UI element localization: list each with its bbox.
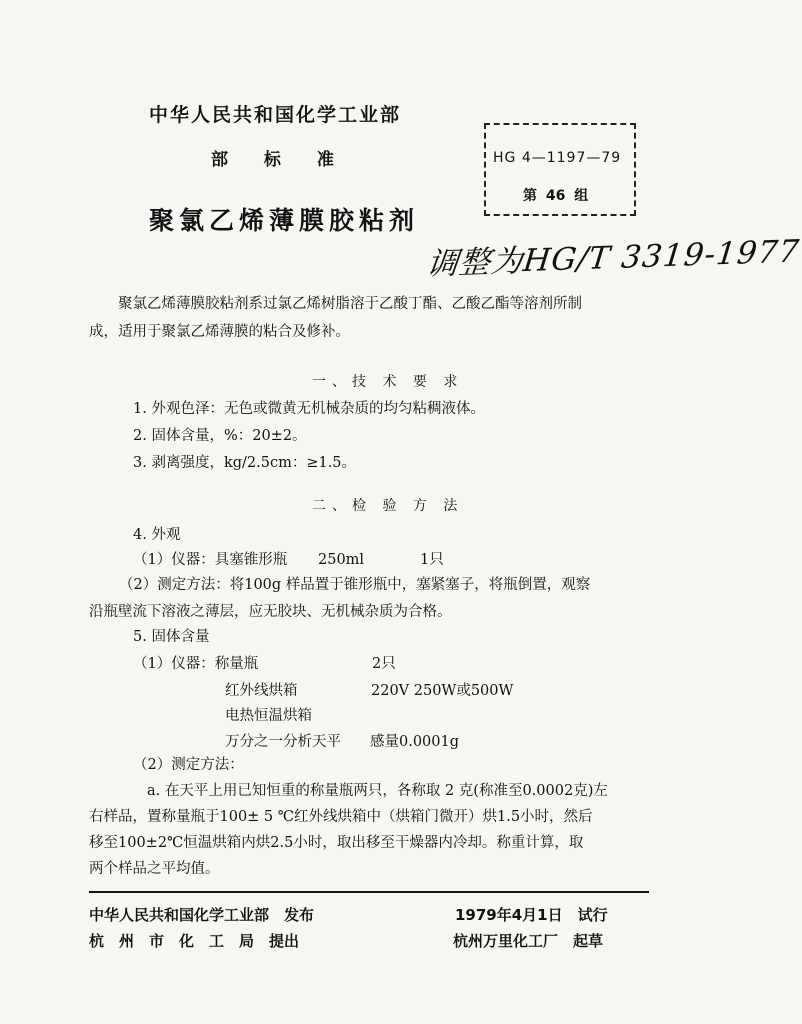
- item-5-method-heading: （2）测定方法：: [133, 757, 244, 773]
- item-5-heading: 5. 固体含量: [133, 629, 210, 645]
- instrument-spec: 220V 250W或500W: [371, 683, 514, 699]
- document-title: 聚氯乙烯薄膜胶粘剂: [149, 206, 420, 235]
- intro-line-2: 成，适用于聚氯乙烯薄膜的粘合及修补。: [89, 324, 350, 340]
- footer-drafter: 杭州万里化工厂 起草: [453, 932, 604, 950]
- handwritten-annotation: 调整为HG/T 3319-1977: [424, 233, 802, 283]
- intro-line-1: 聚氯乙烯薄膜胶粘剂系过氯乙烯树脂溶于乙酸丁酯、乙酸乙酯等溶剂所制: [118, 296, 582, 312]
- item-4-instrument-spec: 250ml: [318, 552, 365, 568]
- item-5-instrument-qty: 2只: [372, 656, 396, 672]
- instrument-name: 万分之一分析天平: [225, 734, 341, 750]
- footer-trial-date: 1979年4月1日 试行: [455, 906, 608, 924]
- section-1-heading: 一、技 术 要 求: [312, 374, 464, 390]
- requirement-item: 2. 固体含量，%：20±2。: [133, 428, 307, 444]
- item-4-instrument: （1）仪器：具塞锥形瓶: [133, 552, 288, 568]
- section-2-heading: 二、检 验 方 法: [312, 498, 464, 514]
- item-4-method-line-1: （2）测定方法：将100g 样品置于锥形瓶中，塞紧塞子，将瓶倒置，观察: [119, 577, 591, 593]
- standard-group: 第 46 组: [523, 188, 589, 204]
- header-issuer: 中华人民共和国化学工业部: [149, 104, 402, 126]
- standard-code: HG 4—1197—79: [493, 150, 622, 166]
- item-4-heading: 4. 外观: [133, 527, 181, 543]
- instrument-name: 红外线烘箱: [225, 683, 298, 699]
- item-4-method-line-2: 沿瓶壁流下溶液之薄层，应无胶块、无机械杂质为合格。: [89, 604, 452, 620]
- item-4-instrument-qty: 1只: [420, 552, 444, 568]
- step-a-line-4: 两个样品之平均值。: [89, 861, 220, 877]
- instrument-name: 电热恒温烘箱: [225, 708, 312, 724]
- requirement-item: 1. 外观色泽：无色或微黄无机械杂质的均匀粘稠液体。: [133, 401, 485, 417]
- header-standard-type: 部 标 准: [211, 150, 336, 170]
- footer-divider: [89, 891, 649, 893]
- step-a-line-3: 移至100±2℃恒温烘箱内烘2.5小时，取出移至干燥器内冷却。称重计算，取: [89, 835, 584, 851]
- step-a-line-1: a. 在天平上用已知恒重的称量瓶两只，各称取 2 克(称准至0.0002克)左: [147, 783, 608, 799]
- footer-publisher: 中华人民共和国化学工业部 发布: [89, 906, 315, 924]
- instrument-spec: 感量0.0001g: [370, 734, 460, 750]
- item-5-instrument: （1）仪器：称量瓶: [133, 656, 259, 672]
- step-a-line-2: 右样品，置称量瓶于100± 5 ℃红外线烘箱中（烘箱门微开）烘1.5小时，然后: [89, 809, 593, 825]
- requirement-item: 3. 剥离强度，kg/2.5cm：≥1.5。: [133, 455, 357, 471]
- footer-proposer: 杭 州 市 化 工 局 提出: [89, 932, 300, 950]
